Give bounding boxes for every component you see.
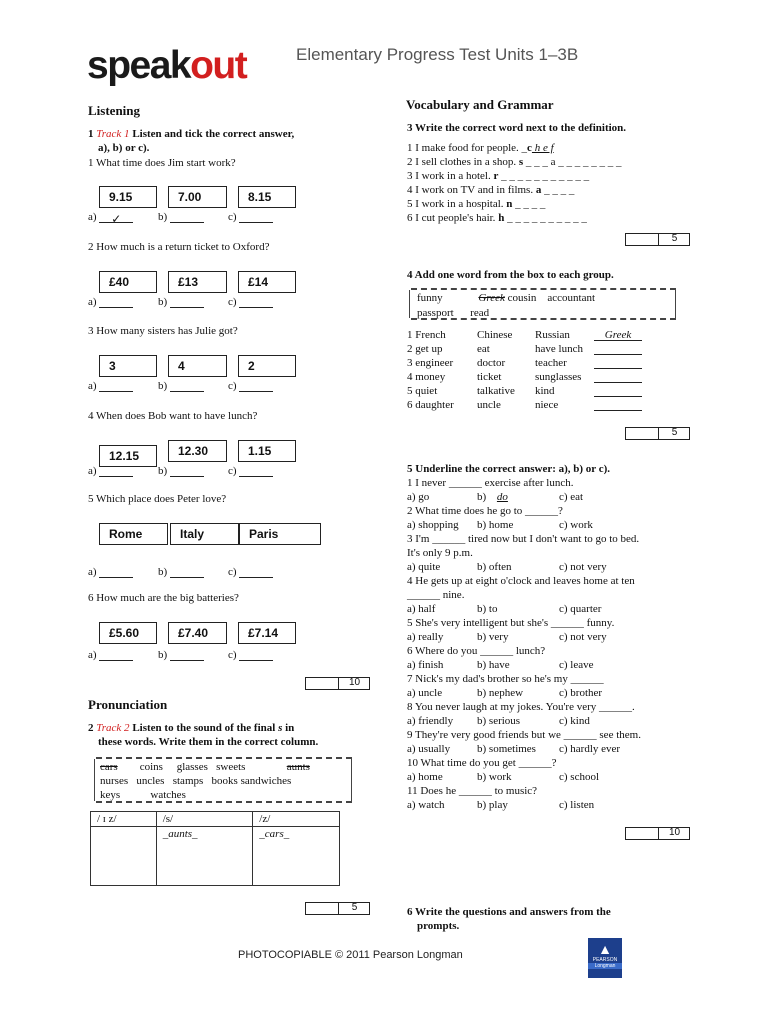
answer-label: b) bbox=[158, 465, 168, 477]
group-word: uncle bbox=[477, 399, 501, 411]
listening-question: 2 How much is a return ticket to Oxford? bbox=[88, 241, 270, 253]
answer-label: b) bbox=[158, 649, 168, 661]
definition-row: 2 I sell clothes in a shop. s _ _ _ a _ _ _ _ _ _ _ _ bbox=[407, 156, 622, 168]
mc-option-b[interactable]: b) to bbox=[477, 603, 498, 615]
mc-option-c[interactable]: c) school bbox=[559, 771, 600, 783]
answer-field[interactable]: _ _ _ _ _ _ _ _ _ _ bbox=[504, 212, 587, 224]
listening-question: 5 Which place does Peter love? bbox=[88, 493, 227, 505]
pearson-logo: ▲ PEARSON Longman bbox=[588, 938, 622, 978]
answer-option-box: £40 bbox=[99, 271, 157, 293]
answer-field[interactable] bbox=[594, 398, 642, 411]
answer-line bbox=[170, 212, 204, 223]
mc-question: 7 Nick's my dad's brother so he's my ______ bbox=[407, 673, 604, 685]
answer-field[interactable] bbox=[594, 342, 642, 355]
mc-question: 9 They're very good friends but we ______ see them. bbox=[407, 729, 641, 741]
definition-row: 1 I make food for people. _c h e f bbox=[407, 142, 554, 154]
group-word: have lunch bbox=[535, 343, 583, 355]
mc-option-a[interactable]: a) friendly bbox=[407, 715, 454, 727]
group-word: sunglasses bbox=[535, 371, 582, 383]
mc-option-c[interactable]: c) eat bbox=[559, 491, 584, 503]
answer-option-box: 12.15 bbox=[99, 445, 157, 467]
group-word: Russian bbox=[535, 329, 570, 341]
answer-blank[interactable] bbox=[158, 465, 204, 477]
mc-option-c[interactable]: c) brother bbox=[559, 687, 603, 699]
mc-question: 3 I'm ______ tired now but I don't want to go to bed. bbox=[407, 533, 640, 545]
q4-title: 4 Add one word from the box to each group. bbox=[407, 269, 614, 281]
mc-question: 6 Where do you ______ lunch? bbox=[407, 645, 546, 657]
group-word: ticket bbox=[477, 371, 502, 383]
pronunciation-instruction: 2 Track 2 Listen to the sound of the final s in these words. Write them in the correct column. bbox=[88, 722, 319, 748]
listening-question: 6 How much are the big batteries? bbox=[88, 592, 239, 604]
mc-option-a[interactable]: a) usually bbox=[407, 743, 451, 755]
q4-word-box: funny Greek cousin accountant passport read bbox=[411, 288, 676, 320]
answer-line bbox=[99, 297, 133, 308]
mc-option-a[interactable]: a) half bbox=[407, 603, 436, 615]
answer-field[interactable]: Greek bbox=[594, 328, 642, 341]
answer-label: c) bbox=[228, 211, 237, 223]
answer-field[interactable] bbox=[594, 370, 642, 383]
answer-label: a) bbox=[88, 380, 97, 392]
group-word: 3 engineer bbox=[407, 357, 454, 369]
mc-option-c[interactable]: c) leave bbox=[559, 659, 594, 671]
mc-question: 2 What time does he go to ______? bbox=[407, 505, 563, 517]
listening-question: 4 When does Bob want to have lunch? bbox=[88, 410, 258, 422]
q3-title: 3 Write the correct word next to the definition. bbox=[407, 122, 627, 134]
answer-option-box: £14 bbox=[238, 271, 296, 293]
listening-question: 1 What time does Jim start work? bbox=[88, 157, 236, 169]
answer-label: c) bbox=[228, 380, 237, 392]
mc-question: 10 What time do you get ______? bbox=[407, 757, 557, 769]
group-word: niece bbox=[535, 399, 559, 411]
answer-label: a) bbox=[88, 649, 97, 661]
col-header-z: /z/ bbox=[253, 812, 340, 827]
answer-line bbox=[239, 297, 273, 308]
mc-option-b[interactable]: b) often bbox=[477, 561, 512, 573]
mc-question: 5 She's very intelligent but she's ______ funny. bbox=[407, 617, 615, 629]
test-title: Elementary Progress Test Units 1–3B bbox=[296, 45, 579, 64]
pronunciation-score-box: 5 bbox=[305, 902, 370, 915]
answer-line bbox=[99, 466, 133, 477]
listening-heading: Listening bbox=[88, 103, 141, 118]
word-row-2: nurses uncles stamps books sandwiches bbox=[100, 775, 292, 787]
mc-option-b[interactable]: b) play bbox=[477, 799, 508, 811]
listening-question: 3 How many sisters has Julie got? bbox=[88, 325, 238, 337]
mc-option-a[interactable]: a) watch bbox=[407, 799, 445, 811]
answer-blank[interactable] bbox=[88, 566, 133, 578]
listening-instruction: 1 Track 1 Listen and tick the correct answer, a), b) or c). bbox=[88, 128, 295, 154]
definition-row: 4 I work on TV and in films. a _ _ _ _ bbox=[407, 184, 575, 196]
answer-label: c) bbox=[228, 649, 237, 661]
col-header-s: /s/ bbox=[156, 812, 253, 827]
pronunciation-heading: Pronunciation bbox=[88, 697, 168, 712]
q5-score-box: 10 bbox=[625, 827, 690, 840]
mc-option-c[interactable]: c) listen bbox=[559, 799, 595, 811]
answer-blank[interactable] bbox=[228, 465, 273, 477]
answer-label: c) bbox=[228, 296, 237, 308]
mc-question-cont: It's only 9 p.m. bbox=[407, 547, 473, 559]
mc-option-c[interactable]: c) not very bbox=[559, 631, 607, 643]
mc-option-b[interactable]: b) nephew bbox=[477, 687, 524, 699]
tick-icon: ✓ bbox=[99, 212, 133, 223]
answer-label: b) bbox=[158, 566, 168, 578]
answer-label: b) bbox=[158, 380, 168, 392]
mc-option-c[interactable]: c) kind bbox=[559, 715, 590, 727]
answer-blank[interactable] bbox=[88, 465, 133, 477]
group-word: 6 daughter bbox=[407, 399, 454, 411]
mc-option-b[interactable]: b) serious bbox=[477, 715, 521, 727]
answer-line bbox=[239, 212, 273, 223]
answer-option-box: £7.40 bbox=[168, 622, 227, 644]
pronunciation-table bbox=[90, 811, 340, 886]
answer-option-box: Rome bbox=[99, 523, 168, 545]
group-word: 1 French bbox=[407, 329, 446, 341]
answer-blank[interactable] bbox=[88, 380, 133, 392]
group-word: talkative bbox=[477, 385, 515, 397]
answer-label: c) bbox=[228, 465, 237, 477]
mc-option-b[interactable]: b) have bbox=[477, 659, 510, 671]
mc-option-a[interactable]: a) shopping bbox=[407, 519, 459, 531]
answer-option-box: 9.15 bbox=[99, 186, 157, 208]
q4-score-box: 5 bbox=[625, 427, 690, 440]
answer-line bbox=[99, 567, 133, 578]
answer-line bbox=[170, 567, 204, 578]
mc-option-b[interactable]: b) do bbox=[477, 491, 508, 503]
col-header-iz: / ɪ z/ bbox=[91, 812, 157, 827]
mc-option-a[interactable]: a) really bbox=[407, 631, 444, 643]
answer-option-box: 1.15 bbox=[238, 440, 296, 462]
mc-option-b[interactable]: b) sometimes bbox=[477, 743, 536, 755]
answer-label: a) bbox=[88, 211, 97, 223]
group-word: Chinese bbox=[477, 329, 513, 341]
answer-line bbox=[239, 381, 273, 392]
answer-field[interactable]: _ _ _ _ bbox=[512, 198, 546, 210]
answer-option-box: Paris bbox=[239, 523, 321, 545]
answer-option-box: Italy bbox=[170, 523, 239, 545]
listening-score-box: 10 bbox=[305, 677, 370, 690]
answer-option-box: £13 bbox=[168, 271, 227, 293]
answer-field[interactable]: _ _ _ _ bbox=[541, 184, 575, 196]
answer-line bbox=[239, 650, 273, 661]
answer-option-box: 8.15 bbox=[238, 186, 296, 208]
mc-option-a[interactable]: a) quite bbox=[407, 561, 441, 573]
group-word: 4 money bbox=[407, 371, 446, 383]
answer-label: c) bbox=[228, 566, 237, 578]
mc-option-a[interactable]: a) finish bbox=[407, 659, 444, 671]
answer-line bbox=[239, 567, 273, 578]
q6-title: 6 Write the questions and answers from the prompts. bbox=[407, 906, 611, 932]
answer-label: b) bbox=[158, 296, 168, 308]
group-word: 5 quiet bbox=[407, 385, 438, 397]
answer-line bbox=[239, 466, 273, 477]
answer-blank[interactable] bbox=[158, 211, 204, 223]
mc-question-cont: ______ nine. bbox=[407, 589, 465, 601]
mc-question: 4 He gets up at eight o'clock and leaves home at ten bbox=[407, 575, 635, 587]
answer-line bbox=[170, 466, 204, 477]
q5-title: 5 Underline the correct answer: a), b) or c). bbox=[407, 463, 611, 475]
answer-option-box: £5.60 bbox=[99, 622, 157, 644]
answer-option-box: 12.30 bbox=[168, 440, 227, 462]
answer-blank[interactable] bbox=[88, 211, 133, 226]
answer-field[interactable] bbox=[594, 356, 642, 369]
answer-blank[interactable] bbox=[88, 649, 133, 661]
answer-option-box: 7.00 bbox=[168, 186, 227, 208]
answer-field[interactable]: h e f bbox=[531, 142, 554, 154]
speakout-logo: speakout bbox=[87, 44, 247, 87]
answer-line bbox=[99, 650, 133, 661]
mc-question: 11 Does he ______ to music? bbox=[407, 785, 538, 797]
word-row-3: keys watches bbox=[100, 789, 186, 801]
answer-blank[interactable] bbox=[88, 296, 133, 308]
answer-blank[interactable] bbox=[228, 380, 273, 392]
answer-line bbox=[99, 381, 133, 392]
answer-blank[interactable] bbox=[158, 566, 204, 578]
answer-blank[interactable] bbox=[158, 380, 204, 392]
mc-option-b[interactable]: b) very bbox=[477, 631, 509, 643]
answer-field[interactable]: _ _ _ a _ _ _ _ _ _ _ _ bbox=[523, 156, 622, 168]
answer-option-box: 4 bbox=[168, 355, 227, 377]
answer-label: a) bbox=[88, 566, 97, 578]
group-word: kind bbox=[535, 385, 555, 397]
mc-option-a[interactable]: a) go bbox=[407, 491, 430, 503]
mc-question: 1 I never ______ exercise after lunch. bbox=[407, 477, 574, 489]
q3-score-box: 5 bbox=[625, 233, 690, 246]
answer-line bbox=[170, 297, 204, 308]
answer-option-box: £7.14 bbox=[238, 622, 296, 644]
group-word: doctor bbox=[477, 357, 506, 369]
group-word: eat bbox=[477, 343, 490, 355]
answer-label: a) bbox=[88, 465, 97, 477]
col-z-cell[interactable]: _cars_ bbox=[253, 827, 340, 886]
mc-option-c[interactable]: c) quarter bbox=[559, 603, 602, 615]
pearson-emblem-icon: ▲ bbox=[598, 941, 612, 957]
mc-option-c[interactable]: c) not very bbox=[559, 561, 607, 573]
answer-blank[interactable] bbox=[228, 296, 273, 308]
definition-row: 3 I work in a hotel. r _ _ _ _ _ _ _ _ _ _ _ bbox=[407, 170, 590, 182]
footer-copyright: PHOTOCOPIABLE © 2011 Pearson Longman bbox=[238, 949, 463, 961]
answer-blank[interactable] bbox=[228, 649, 273, 661]
answer-blank[interactable] bbox=[228, 566, 273, 578]
group-word: 2 get up bbox=[407, 343, 443, 355]
answer-line bbox=[170, 381, 204, 392]
answer-field[interactable]: _ _ _ _ _ _ _ _ _ _ _ bbox=[498, 170, 590, 182]
answer-blank[interactable] bbox=[158, 649, 204, 661]
answer-option-box: 3 bbox=[99, 355, 157, 377]
word-row-1: cars coins glasses sweets aunts bbox=[100, 761, 310, 773]
mc-option-c[interactable]: c) work bbox=[559, 519, 593, 531]
mc-option-a[interactable]: a) home bbox=[407, 771, 443, 783]
definition-row: 5 I work in a hospital. n _ _ _ _ bbox=[407, 198, 546, 210]
col-iz-cell[interactable] bbox=[91, 827, 157, 886]
answer-label: a) bbox=[88, 296, 97, 308]
vocab-heading: Vocabulary and Grammar bbox=[406, 97, 554, 112]
mc-option-c[interactable]: c) hardly ever bbox=[559, 743, 621, 755]
mc-option-b[interactable]: b) home bbox=[477, 519, 514, 531]
definition-row: 6 I cut people's hair. h _ _ _ _ _ _ _ _ _ _ bbox=[407, 212, 587, 224]
answer-option-box: 2 bbox=[238, 355, 296, 377]
answer-line bbox=[170, 650, 204, 661]
answer-label: b) bbox=[158, 211, 168, 223]
pronunciation-word-box bbox=[96, 757, 352, 803]
mc-question: 8 You never laugh at my jokes. You're very ______. bbox=[407, 701, 635, 713]
group-word: teacher bbox=[535, 357, 567, 369]
answer-blank[interactable] bbox=[228, 211, 273, 223]
answer-blank[interactable] bbox=[158, 296, 204, 308]
col-s-cell[interactable]: _aunts_ bbox=[156, 827, 253, 886]
answer-field[interactable] bbox=[594, 384, 642, 397]
mc-option-a[interactable]: a) uncle bbox=[407, 687, 443, 699]
mc-option-b[interactable]: b) work bbox=[477, 771, 512, 783]
